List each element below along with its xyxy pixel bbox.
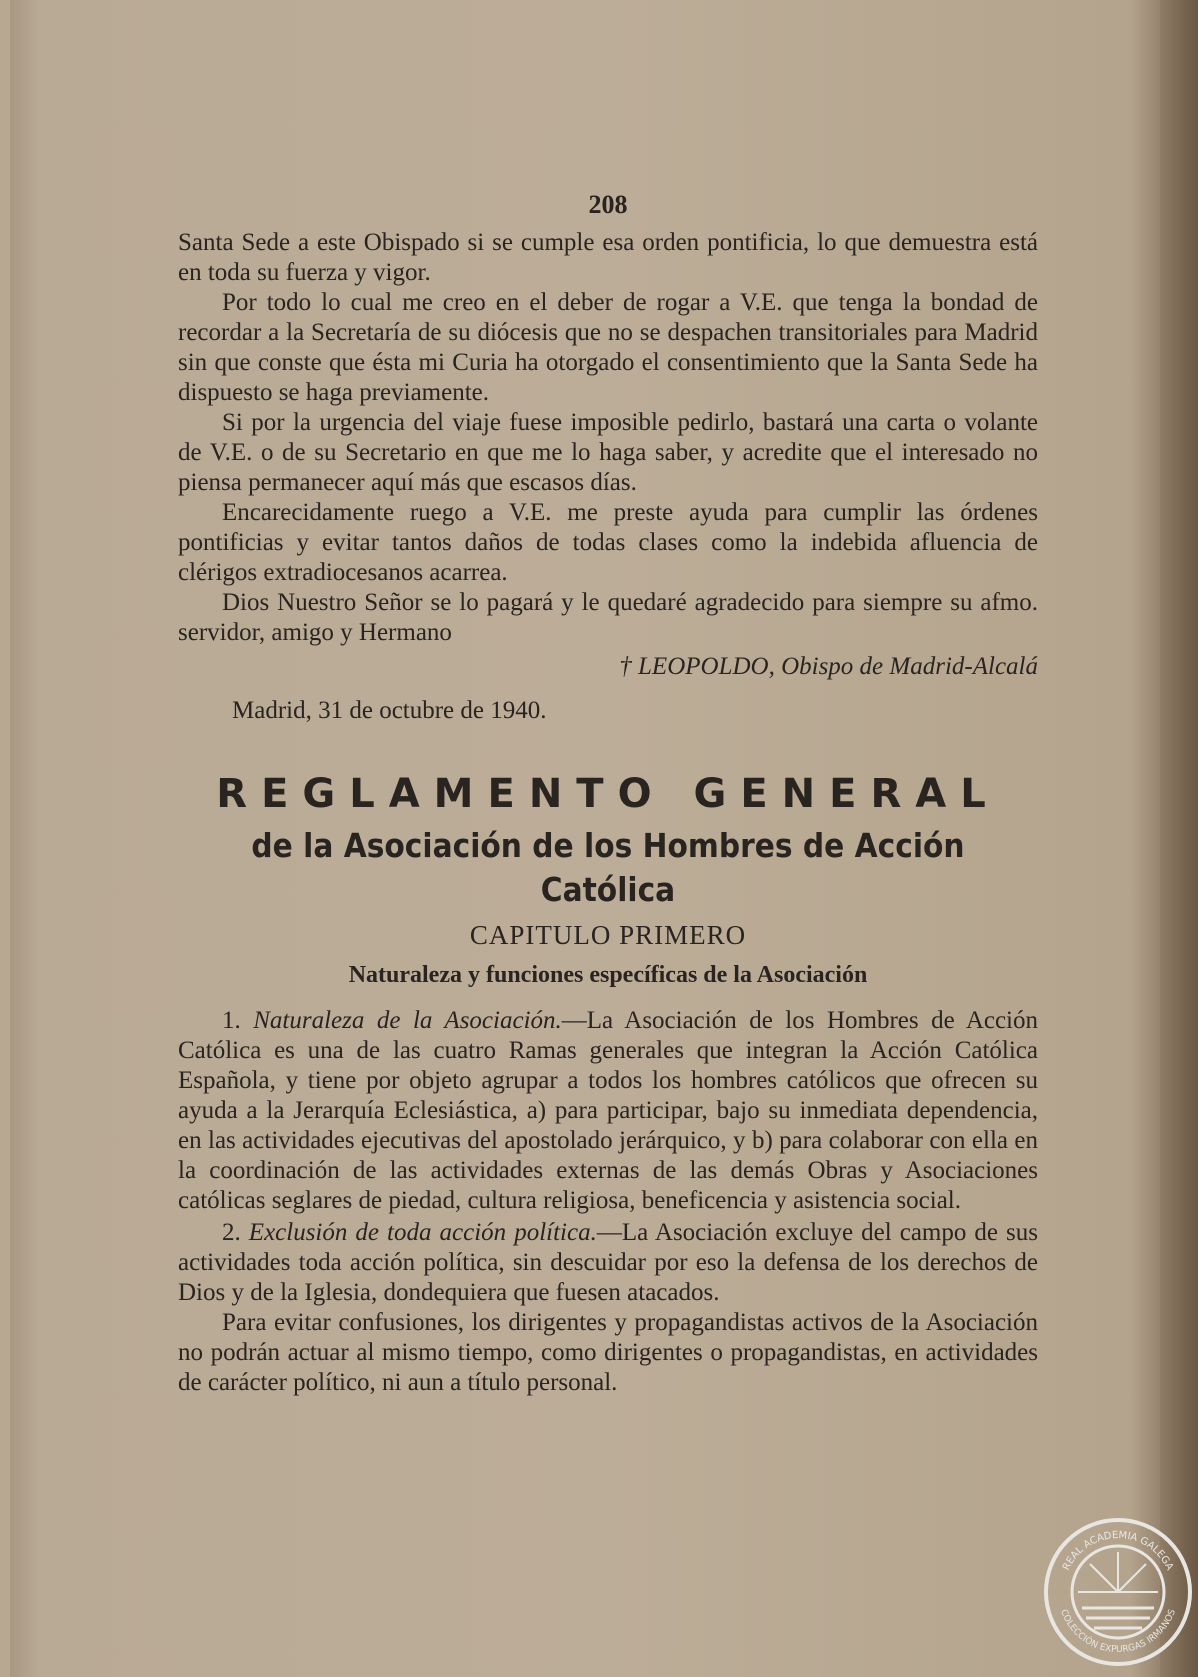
article-number: 2. — [222, 1219, 241, 1246]
letter-paragraph: Dios Nuestro Señor se lo pagará y le quedaré agradecido para siempre su afmo. servidor, amigo y Hermano — [178, 589, 1038, 646]
article-text: —La Asociación de los Hombres de Acción Católica es una de las cuatro Ramas generales que integran la Acción Católica Española, y tiene por objeto agrupar a todos los hombres católicos que ofrecen su ayuda a la Jerarquía Eclesiástica, a) para participar, bajo su inmediata dependencia, en las actividades ejecutivas del apostolado jerárquico, y b) para colaborar con ella en la coordinación de las actividades externas de las demás Obras y Asociaciones católicas seglares de piedad, cultura religiosa, beneficencia y asistencia social. — [178, 1007, 1039, 1214]
letter-paragraph: Santa Sede a este Obispado si se cumple esa orden pontificia, lo que demuestra está en toda su fuerza y vigor. — [178, 229, 1038, 286]
reglamento-subtitle: de la Asociación de los Hombres de Acción Católica — [251, 826, 965, 909]
article-text: —La Asociación excluye del campo de sus actividades toda acción política, sin descuidar por eso la defensa de los derechos de Dios y de la Iglesia, dondequiera que fuesen atacados. — [178, 1219, 1039, 1306]
article-2 — [178, 1218, 1038, 1308]
letter-paragraph: Encarecidamente ruego a V.E. me preste ayuda para cumplir las órdenes pontificias y evitar tantos daños de todas clases como la indebida afluencia de clérigos extradiocesanos acarrea. — [178, 499, 1038, 586]
text-block — [178, 190, 1038, 1398]
signature: † LEOPOLDO, Obispo de Madrid-Alcalá — [619, 653, 1038, 680]
closing-paragraph: Para evitar confusiones, los dirigentes y propagandistas activos de la Asociación no podrán actuar al mismo tiempo, como dirigentes o propagandistas, en actividades de carácter político, ni aun a título personal. — [178, 1309, 1038, 1396]
page-number: 208 — [588, 190, 628, 219]
letter-date: Madrid, 31 de octubre de 1940. — [232, 697, 547, 724]
letter-paragraph: Por todo lo cual me creo en el deber de rogar a V.E. que tenga la bondad de recordar a la Secretaría de su diócesis que no se despachen transitoriales para Madrid sin que conste que ésta mi Curia ha otorgado el consentimiento que la Santa Sede ha dispuesto se haga previamente. — [178, 289, 1038, 406]
stamp-top-text: REAL ACADEMIA GALEGA — [1061, 1529, 1175, 1573]
chapter-title: Naturaleza y funciones específicas de la Asociación — [348, 962, 868, 988]
page-edge — [1160, 0, 1198, 1677]
article-number: 1. — [222, 1007, 241, 1034]
letter-paragraph: Si por la urgencia del viaje fuese imposible pedirlo, bastará una carta o volante de V.E. o de su Secretario en que me lo haga saber, y acredite que el interesado no piensa permanecer aquí más que escasos días. — [178, 409, 1038, 496]
article-1 — [178, 1006, 1038, 1216]
chapter-heading: CAPITULO PRIMERO — [469, 920, 747, 950]
reglamento-title: REGLAMENTO GENERAL — [216, 771, 1000, 817]
article-heading: Exclusión de toda acción política. — [248, 1219, 597, 1246]
academy-stamp-icon — [1042, 1516, 1194, 1668]
article-heading: Naturaleza de la Asociación. — [253, 1007, 562, 1034]
stamp-bottom-text: COLECCIÓN EXPURGAS IRMANOS — [1058, 1608, 1178, 1656]
